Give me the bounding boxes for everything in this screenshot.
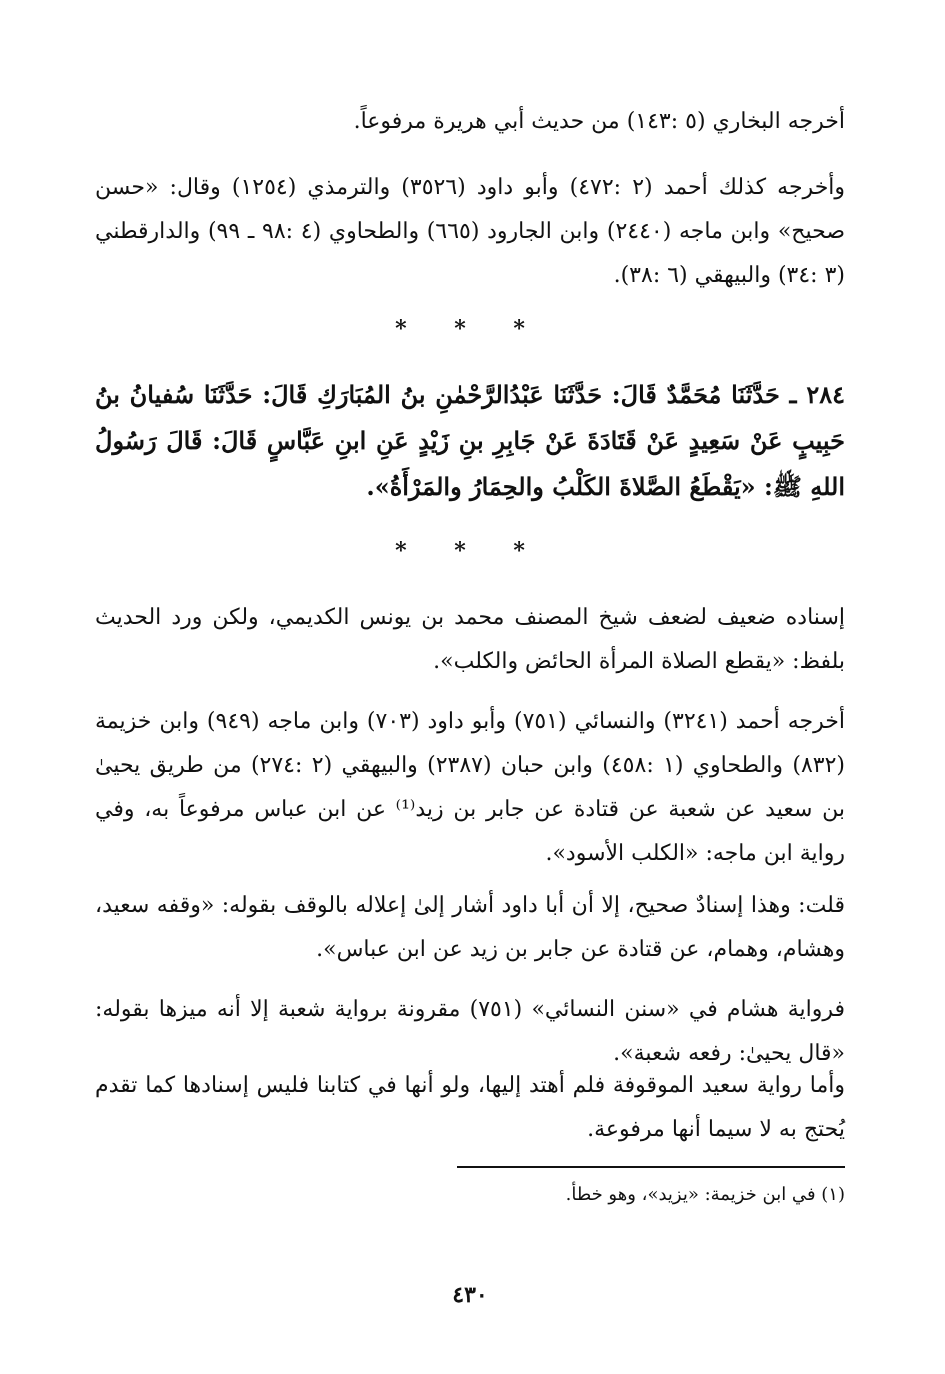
paragraph-saeed: وأما رواية سعيد الموقوفة فلم أهتد إليها، ولو أنها في كتابنا فليس إسنادها كما تقدم يُحتج به لا سيما أنها مرفوعة. [95,1073,845,1142]
section-separator: * * * [395,316,545,342]
paragraph-isnad: إسناده ضعيف لضعف شيخ المصنف محمد بن يونس الكديمي، ولكن ورد الحديث بلفظ: «يقطع الصلاة المرأة الحائض والكلب». [95,605,845,674]
paragraph-bukhari: أخرجه البخاري (٥ :١٤٣) من حديث أبي هريرة مرفوعاً. [353,109,845,134]
paragraph-hisham: فرواية هشام في «سنن النسائي» (٧٥١) مقرونة برواية شعبة إلا أنه ميزها بقوله: «قال يحيىٰ: رفعه شعبة». [95,997,846,1066]
page-number: ٤٣٠ [452,1282,488,1308]
paragraph-comment: قلت: وهذا إسنادٌ صحيح، إلا أن أبا داود أشار إلىٰ إعلاله بالوقف بقوله: «وقفه سعيد، وهشام، وهمام، عن قتادة عن جابر بن زيد عن ابن عباس». [95,893,845,962]
page-body [95,0,845,1374]
footnote: (١) في ابن خزيمة: «يزيد»، وهو خطأ. [565,1184,845,1205]
section-separator: * * * [395,538,545,564]
paragraph-takhrij-2: أخرجه أحمد (٣٢٤١) والنسائي (٧٥١) وأبو داود (٧٠٣) وابن ماجه (٩٤٩) وابن خزيمة (٨٣٢) والطحاوي (١ :٤٥٨) وابن حبان (٢٣٨٧) والبيهقي (٢ :٢٧٤) من طريق يحيىٰ بن سعيد عن شعبة عن قتادة عن جابر بن زيد⁽¹⁾ عن ابن عباس مرفوعاً به، وفي رواية ابن ماجه: «الكلب الأسود». [95,709,846,866]
hadith-text: ٢٨٤ ـ حَدَّثَنَا مُحَمَّدٌ قَالَ: حَدَّثَنَا عَبْدُالرَّحْمٰنِ بنُ المُبَارَكِ قَالَ: حَدَّثَنَا سُفيانُ بنُ حَبِيبٍ عَنْ سَعِيدٍ عَنْ قَتَادَةَ عَنْ جَابِرِ بنِ زَيْدٍ عَنِ ابنِ عَبَّاسٍ قَالَ: قَالَ رَسُولُ اللهِ ﷺ: «يَقْطَعُ الصَّلاةَ الكَلْبُ والحِمَارُ والمَرْأَةُ». [95,380,845,501]
footnote-divider [457,1166,845,1168]
paragraph-takhrij-1: وأخرجه كذلك أحمد (٢ :٤٧٢) وأبو داود (٣٥٢٦) والترمذي (١٢٥٤) وقال: «حسن صحيح» وابن ماجه (٢٤٤٠) وابن الجارود (٦٦٥) والطحاوي (٤ :٩٨ ـ ٩٩) والدارقطني (٣ :٣٤) والبيهقي (٦ :٣٨). [95,175,846,288]
